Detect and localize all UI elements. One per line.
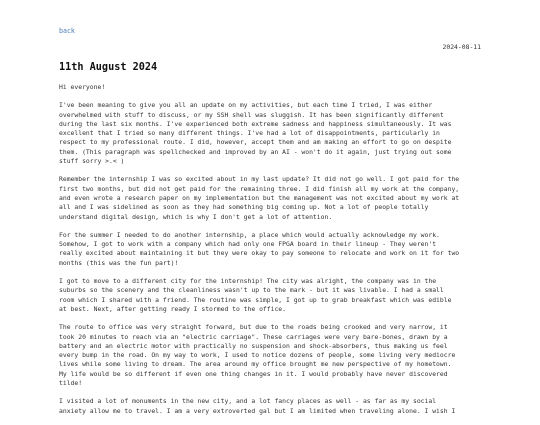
- paragraph-line: really excited about maintaining it but they were okay to pay someone to relocate and work on it for two: [59, 249, 460, 258]
- post-body: [59, 83, 483, 425]
- paragraph-line: Somehow, I got to work with a company which had only one FPGA board in their lineup - They weren't: [59, 240, 437, 249]
- paragraph-commute: [59, 323, 483, 388]
- paragraph-line: suburbs so the scenery and the cleanliness wasn't up to the mark - but it was livable. I had a small: [59, 286, 444, 295]
- paragraph-internship: [59, 175, 483, 221]
- paragraph-line: I've been meaning to give you all an update on my activities, but each time I tried, I was either: [59, 101, 433, 110]
- paragraph-new-city: [59, 277, 483, 314]
- paragraph-line: tilde!: [59, 379, 83, 388]
- paragraph-line: anxiety allow me to travel. I am a very extroverted gal but I am limited when traveling alone. I wish I: [59, 406, 456, 415]
- paragraph-line: For the summer I needed to do another internship, a place which would actually acknowledge my work.: [59, 230, 440, 239]
- paragraph-update-intro: [59, 101, 483, 166]
- paragraph-line: months (this was the fun part)!: [59, 258, 179, 267]
- paragraph-line: I got to move to a different city for the internship! The city was alright, the company was in the: [59, 277, 437, 286]
- post-title: 11th August 2024: [59, 62, 158, 73]
- paragraph-line: excellent that I tried so many different things. I've had a lot of disappointments, particularly in: [59, 129, 440, 138]
- paragraph-line: overwhelmed with stuff to discuss, or my SSH shell was sluggish. It has been significantly different: [59, 110, 444, 119]
- paragraph-line: battery and an electric motor with practically no suspension and shock-absorbers, thus making us feel: [59, 341, 448, 350]
- paragraph-line: Hi everyone!: [59, 83, 106, 91]
- paragraph-line: understand digital design, which is why I don't get a lot of attention.: [59, 212, 333, 221]
- paragraph-line: every bump in the road. On my way to work, I used to notice dozens of people, some living very mediocre: [59, 351, 456, 360]
- back-link[interactable]: back: [59, 27, 75, 35]
- paragraph-line: during the last six months. I've experienced both extreme sadness and happiness simultaneously. It was: [59, 119, 452, 128]
- post-date: 2024-08-11: [442, 43, 481, 51]
- paragraph-line: at best. Next, after getting ready I stormed to the office.: [59, 304, 287, 313]
- paragraph-monuments: [59, 397, 483, 416]
- paragraph-line: first two months, but did not get paid for the remaining three. I did finish all my work at the company,: [59, 184, 460, 193]
- paragraph-line: I visited a lot of monuments in the new city, and a lot fancy places as well - as far as my social: [59, 397, 437, 406]
- paragraph-line: all and I was sidelined as soon as they had something big coming up. Not a lot of people totally: [59, 203, 429, 212]
- paragraph-greeting: [59, 83, 483, 92]
- paragraph-line: them. (This paragraph was spellchecked and improved by an AI - won't do it again, just trying out some: [59, 147, 452, 156]
- paragraph-line: stuff sorry >.< ): [59, 157, 125, 166]
- paragraph-summer: [59, 231, 483, 268]
- paragraph-line: respect to my professional route. I did, however, accept them and am making an effort to go on despite: [59, 138, 452, 147]
- paragraph-line: and even wrote a research paper on my implementation but the management was not excited about my work at: [59, 193, 460, 202]
- paragraph-line: Remember the internship I was so excited about in my last update? It did not go well. I got paid for the: [59, 175, 460, 184]
- paragraph-line: My life would be so different if even one thing changes in it. I would probably have never discovered: [59, 369, 448, 378]
- paragraph-line: room which I shared with a friend. The routine was simple, I got up to grab breakfast which was edible: [59, 295, 452, 304]
- paragraph-line: took 20 minutes to reach via an "electric carriage". These carriages were very bare-bones, drawn by a: [59, 332, 448, 341]
- paragraph-line: lives while some living to dream. The area around my office brought me new perspective of my hometown.: [59, 360, 452, 369]
- paragraph-line: The route to office was very straight forward, but due to the roads being crooked and very narrow, it: [59, 323, 448, 332]
